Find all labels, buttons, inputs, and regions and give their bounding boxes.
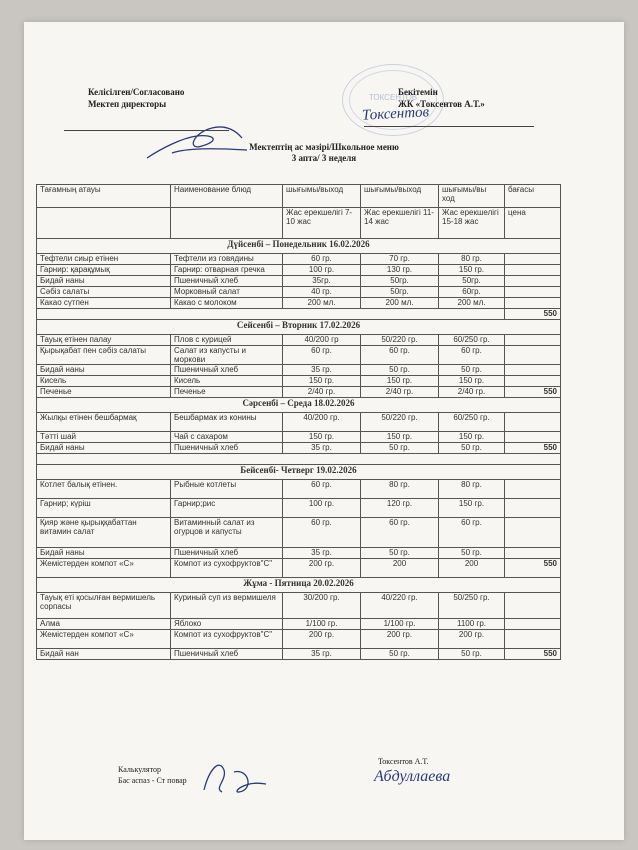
menu-sheet [24, 22, 624, 840]
menu-table [36, 184, 561, 660]
menu-title [24, 142, 624, 164]
menu-row: Бидай нан Пшеничный хлеб 35 гр. 50 гр. 50 гр. 550 [37, 649, 561, 660]
price-label: цена [505, 208, 561, 239]
approver-handwritten: Токсентов [361, 104, 430, 124]
subheader-row [37, 208, 561, 239]
day-title: Бейсенбі- Четверг 19.02.2026 [37, 465, 561, 480]
left-sign-line [64, 130, 229, 131]
menu-row: Бидай наны Пшеничный хлеб 35 гр. 50 гр. 50 гр. [37, 548, 561, 559]
day-price: 550 [505, 387, 561, 398]
day-title: Жұма - Пятница 20.02.2026 [37, 578, 561, 593]
menu-row: Тефтели сиыр етінен Тефтели из говядины 60 гр. 70 гр. 80 гр. [37, 254, 561, 265]
footer-chef: Бас аспаз - Ст повар [118, 776, 187, 785]
menu-row: Какао сүтпен Какао с молоком 200 мл. 200 мл. 200 мл. [37, 298, 561, 309]
menu-row: Қырықабат пен сәбіз салаты Салат из капусты и моркови 60 гр. 60 гр. 60 гр. [37, 346, 561, 365]
footer-left [118, 764, 187, 786]
day-section-thursday [37, 465, 561, 578]
approval-right-line1: Бекітемін [398, 87, 438, 97]
menu-row: Тауық еті қосылған вермишель сорпасы Куриный суп из вермишеля 30/200 гр. 40/220 гр. 50/250 гр. [37, 593, 561, 619]
menu-row: Бидай наны Пшеничный хлеб 35 гр. 50 гр. 50 гр. [37, 365, 561, 376]
col-header-yield-3: шығымы/вы ход [439, 185, 505, 208]
menu-row: Сәбіз салаты Морковный салат 40 гр. 50гр. 60гр. [37, 287, 561, 298]
menu-row: Қияр және қырыққабаттан витамин салат Витаминный салат из огурцов и капусты 60 гр. 60 гр. 60 гр. [37, 518, 561, 548]
stamp-text: ТОКСЕНТОВ [368, 93, 418, 102]
col-header-price: бағасы [505, 185, 561, 208]
day-section-monday [37, 239, 561, 320]
menu-row: Гарнир: қарақұмық Гарнир: отварная гречка 100 гр. 130 гр. 150 гр. [37, 265, 561, 276]
day-title: Сәрсенбі – Среда 18.02.2026 [37, 398, 561, 413]
menu-title-line1: Мектептің ас мәзірі/Школьное меню [249, 142, 399, 152]
menu-row: Жемістерден компот «С» Компот из сухофруктов"С" 200 гр. 200 200 550 [37, 559, 561, 578]
menu-row: Жемістерден компот «С» Компот из сухофруктов"С" 200 гр. 200 гр. 200 гр. [37, 630, 561, 649]
col-header-yield-1: шығымы/выход [283, 185, 361, 208]
footer-handwritten: Абдуллаева [374, 768, 451, 785]
age-11-14: Жас ерекшелігі 11-14 жас [361, 208, 439, 239]
menu-row: Печенье Печенье 2/40 гр. 2/40 гр. 2/40 гр. 550 [37, 387, 561, 398]
menu-row: Бидай наны Пшеничный хлеб 35 гр. 50 гр. 50 гр. 550 [37, 443, 561, 454]
right-sign-line [364, 126, 534, 127]
menu-row: Котлет балық етінен. Рыбные котлеты 60 гр. 80 гр. 80 гр. [37, 480, 561, 499]
age-15-18: Жас ерекшелігі 15-18 жас [439, 208, 505, 239]
day-section-tuesday [37, 320, 561, 398]
menu-title-line2: 3 апта/ 3 неделя [291, 153, 357, 163]
day-price: 550 [505, 443, 561, 454]
approval-left-line1: Келісілген/Согласовано [88, 87, 185, 97]
col-header-kz: Тағамның атауы [37, 185, 171, 208]
chef-signature [194, 750, 274, 800]
age-7-10: Жас ерекшелігі 7-10 жас [283, 208, 361, 239]
day-price: 550 [505, 309, 561, 320]
day-price: 550 [505, 649, 561, 660]
header-row [37, 185, 561, 208]
menu-row: Алма Яблоко 1/100 гр. 1/100 гр. 1100 гр. [37, 619, 561, 630]
day-title: Дүйсенбі – Понедельник 16.02.2026 [37, 239, 561, 254]
day-section-wednesday [37, 398, 561, 465]
menu-row: Кисель Кисель 150 гр. 150 гр. 150 гр. [37, 376, 561, 387]
approval-right-line2: ЖК «Токсентов А.Т.» [398, 99, 485, 109]
day-title: Сейсенбі – Вторник 17.02.2026 [37, 320, 561, 335]
footer-right-name: Токсентов А.Т. [378, 757, 429, 766]
menu-row: Гарнир; күріш Гарнир;рис 100 гр. 120 гр. 150 гр. [37, 499, 561, 518]
day-price: 550 [505, 559, 561, 578]
menu-row: Тәтті шай Чай с сахаром 150 гр. 150 гр. 150 гр. [37, 432, 561, 443]
col-header-ru: Наименование блюд [171, 185, 283, 208]
footer-calculator: Калькулятор [118, 765, 161, 774]
col-header-yield-2: шығымы/выход [361, 185, 439, 208]
approval-left [88, 86, 184, 110]
menu-row: Тауық етінен палау Плов с курицей 40/200 гр 50/220 гр. 60/250 гр. [37, 335, 561, 346]
menu-row: Бидай наны Пшеничный хлеб 35гр. 50гр. 50гр. [37, 276, 561, 287]
day-section-friday [37, 578, 561, 660]
approval-left-line2: Мектеп директоры [88, 99, 167, 109]
menu-row: Жылқы етінен бешбармақ Бешбармак из конины 40/200 гр. 50/220 гр. 60/250 гр. [37, 413, 561, 432]
